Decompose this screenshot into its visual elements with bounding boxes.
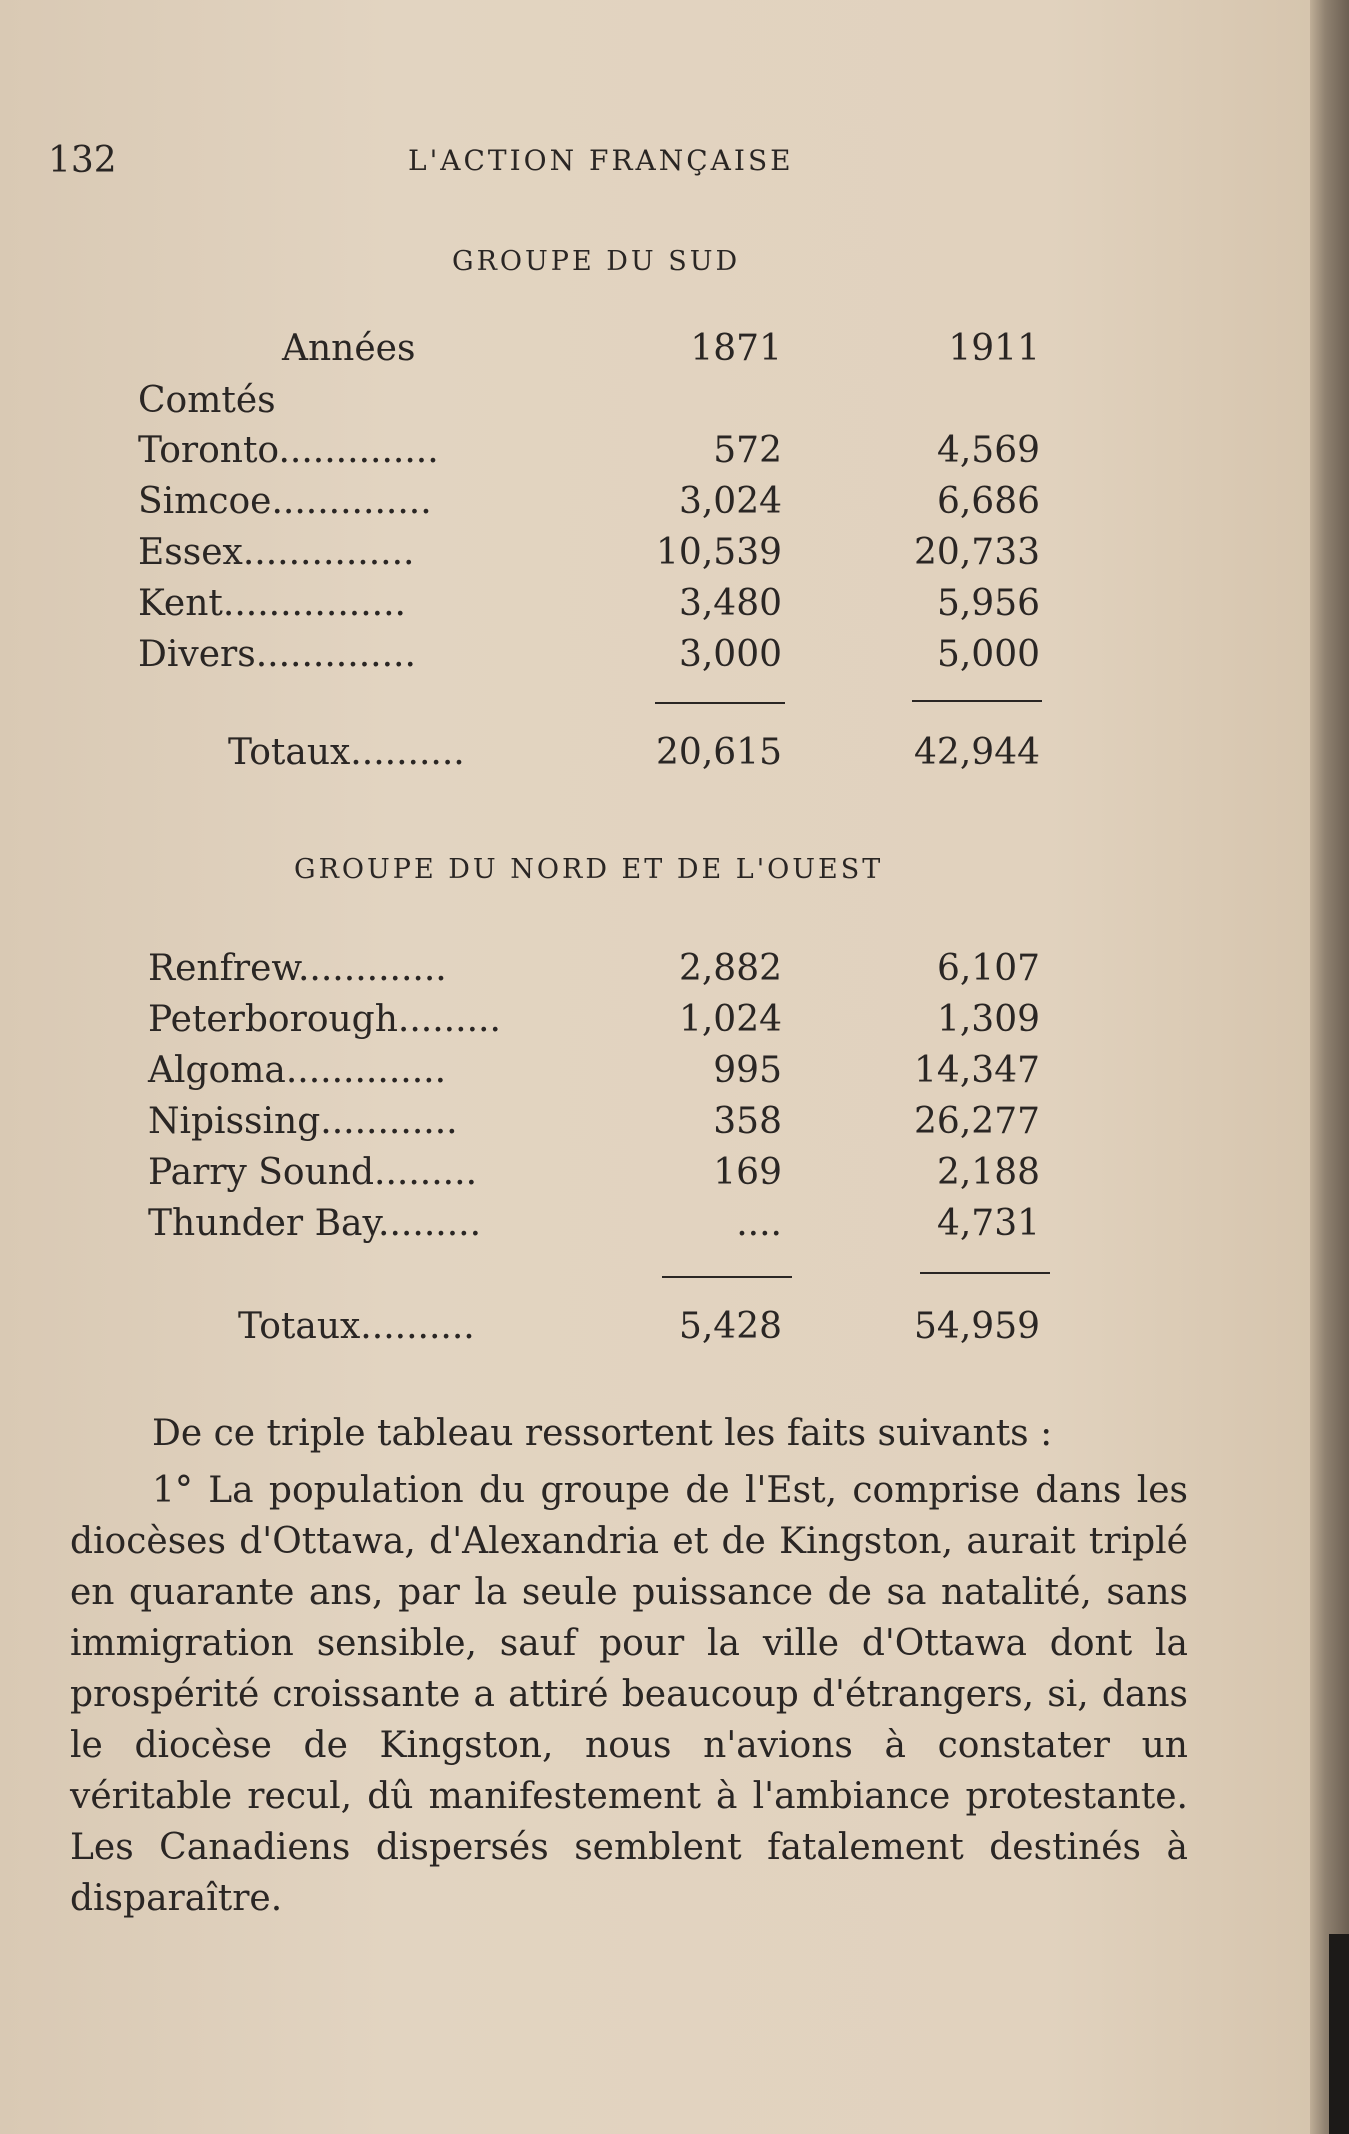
sum-rule-1871: [662, 1276, 792, 1278]
value-1871: 3,024: [678, 481, 782, 522]
totals-label: Totaux..........: [228, 732, 465, 773]
sum-rule-1871: [655, 702, 785, 704]
table-row: [0, 481, 1310, 525]
value-1871: 572: [713, 430, 782, 471]
table-row: [0, 1101, 1310, 1145]
value-1911: 2,188: [936, 1152, 1040, 1193]
book-binding-shadow: [1329, 1934, 1349, 2134]
county-name: Essex...............: [138, 532, 415, 573]
table-row: [0, 634, 1310, 678]
value-1911: 14,347: [914, 1050, 1040, 1091]
running-head: L'ACTION FRANÇAISE: [408, 144, 794, 177]
county-name: Peterborough.........: [148, 999, 501, 1040]
value-1871: ....: [736, 1203, 782, 1244]
value-1911: 20,733: [914, 532, 1040, 573]
table-row: [0, 999, 1310, 1043]
value-1871: 2,882: [678, 948, 782, 989]
sum-rule-1911: [920, 1272, 1050, 1274]
value-1871: 169: [713, 1152, 782, 1193]
county-name: Toronto..............: [138, 430, 439, 471]
paragraph-1: 1° La population du groupe de l'Est, comprise dans les diocèses d'Ottawa, d'Alexandria et de Kingston, aurait triplé en quarante ans, par la seule puissance de sa natalité, sans immigration sensible, sauf pour la ville d'Ottawa dont la prospérité croissante a attiré beaucoup d'étrangers, si, dans le diocèse de Kingston, nous n'avions à constater un véritable recul, dû manifestement à l'ambiance protestante. Les Canadiens dispersés semblent fatalement destinés à disparaître.: [70, 1470, 1188, 1919]
year-1871-header: 1871: [690, 328, 782, 369]
year-1911-header: 1911: [948, 328, 1040, 369]
value-1911: 26,277: [914, 1101, 1040, 1142]
table-row: [0, 583, 1310, 627]
table-row: [0, 532, 1310, 576]
value-1911: 1,309: [936, 999, 1040, 1040]
south-group-title: GROUPE DU SUD: [452, 246, 741, 277]
total-1911: 54,959: [914, 1306, 1040, 1347]
table-row: [0, 1203, 1310, 1247]
county-name: Parry Sound.........: [148, 1152, 478, 1193]
county-name: Nipissing............: [148, 1101, 458, 1142]
county-name: Algoma..............: [148, 1050, 447, 1091]
table-row: [0, 430, 1310, 474]
value-1871: 3,000: [678, 634, 782, 675]
value-1911: 5,000: [936, 634, 1040, 675]
sum-rule-1911: [912, 700, 1042, 702]
counties-label: Comtés: [138, 380, 276, 421]
value-1871: 358: [713, 1101, 782, 1142]
value-1911: 6,107: [936, 948, 1040, 989]
north-group-title: GROUPE DU NORD ET DE L'OUEST: [294, 854, 884, 885]
county-name: Divers..............: [138, 634, 416, 675]
value-1911: 4,569: [936, 430, 1040, 471]
value-1871: 10,539: [656, 532, 782, 573]
county-name: Thunder Bay.........: [148, 1203, 482, 1244]
total-1871: 5,428: [678, 1306, 782, 1347]
value-1871: 995: [713, 1050, 782, 1091]
value-1871: 1,024: [678, 999, 782, 1040]
body-text: [70, 1408, 1188, 1924]
totals-label: Totaux..........: [238, 1306, 475, 1347]
table-row: [0, 948, 1310, 992]
value-1911: 6,686: [936, 481, 1040, 522]
county-name: Renfrew.............: [148, 948, 447, 989]
page-header: [0, 140, 1310, 180]
table-row: [0, 1050, 1310, 1094]
value-1871: 3,480: [678, 583, 782, 624]
table-row: [0, 1152, 1310, 1196]
intro-paragraph: De ce triple tableau ressortent les faits suivants :: [152, 1413, 1053, 1454]
table-header-row: [0, 328, 1310, 372]
total-1871: 20,615: [656, 732, 782, 773]
value-1911: 4,731: [936, 1203, 1040, 1244]
page-number: 132: [48, 140, 117, 181]
totals-row: [0, 732, 1310, 776]
counties-label-row: [0, 380, 1310, 424]
total-1911: 42,944: [914, 732, 1040, 773]
county-name: Simcoe..............: [138, 481, 432, 522]
county-name: Kent................: [138, 583, 406, 624]
years-label: Années: [282, 328, 416, 369]
totals-row: [0, 1306, 1310, 1350]
page-edge: [1310, 0, 1349, 2134]
value-1911: 5,956: [936, 583, 1040, 624]
